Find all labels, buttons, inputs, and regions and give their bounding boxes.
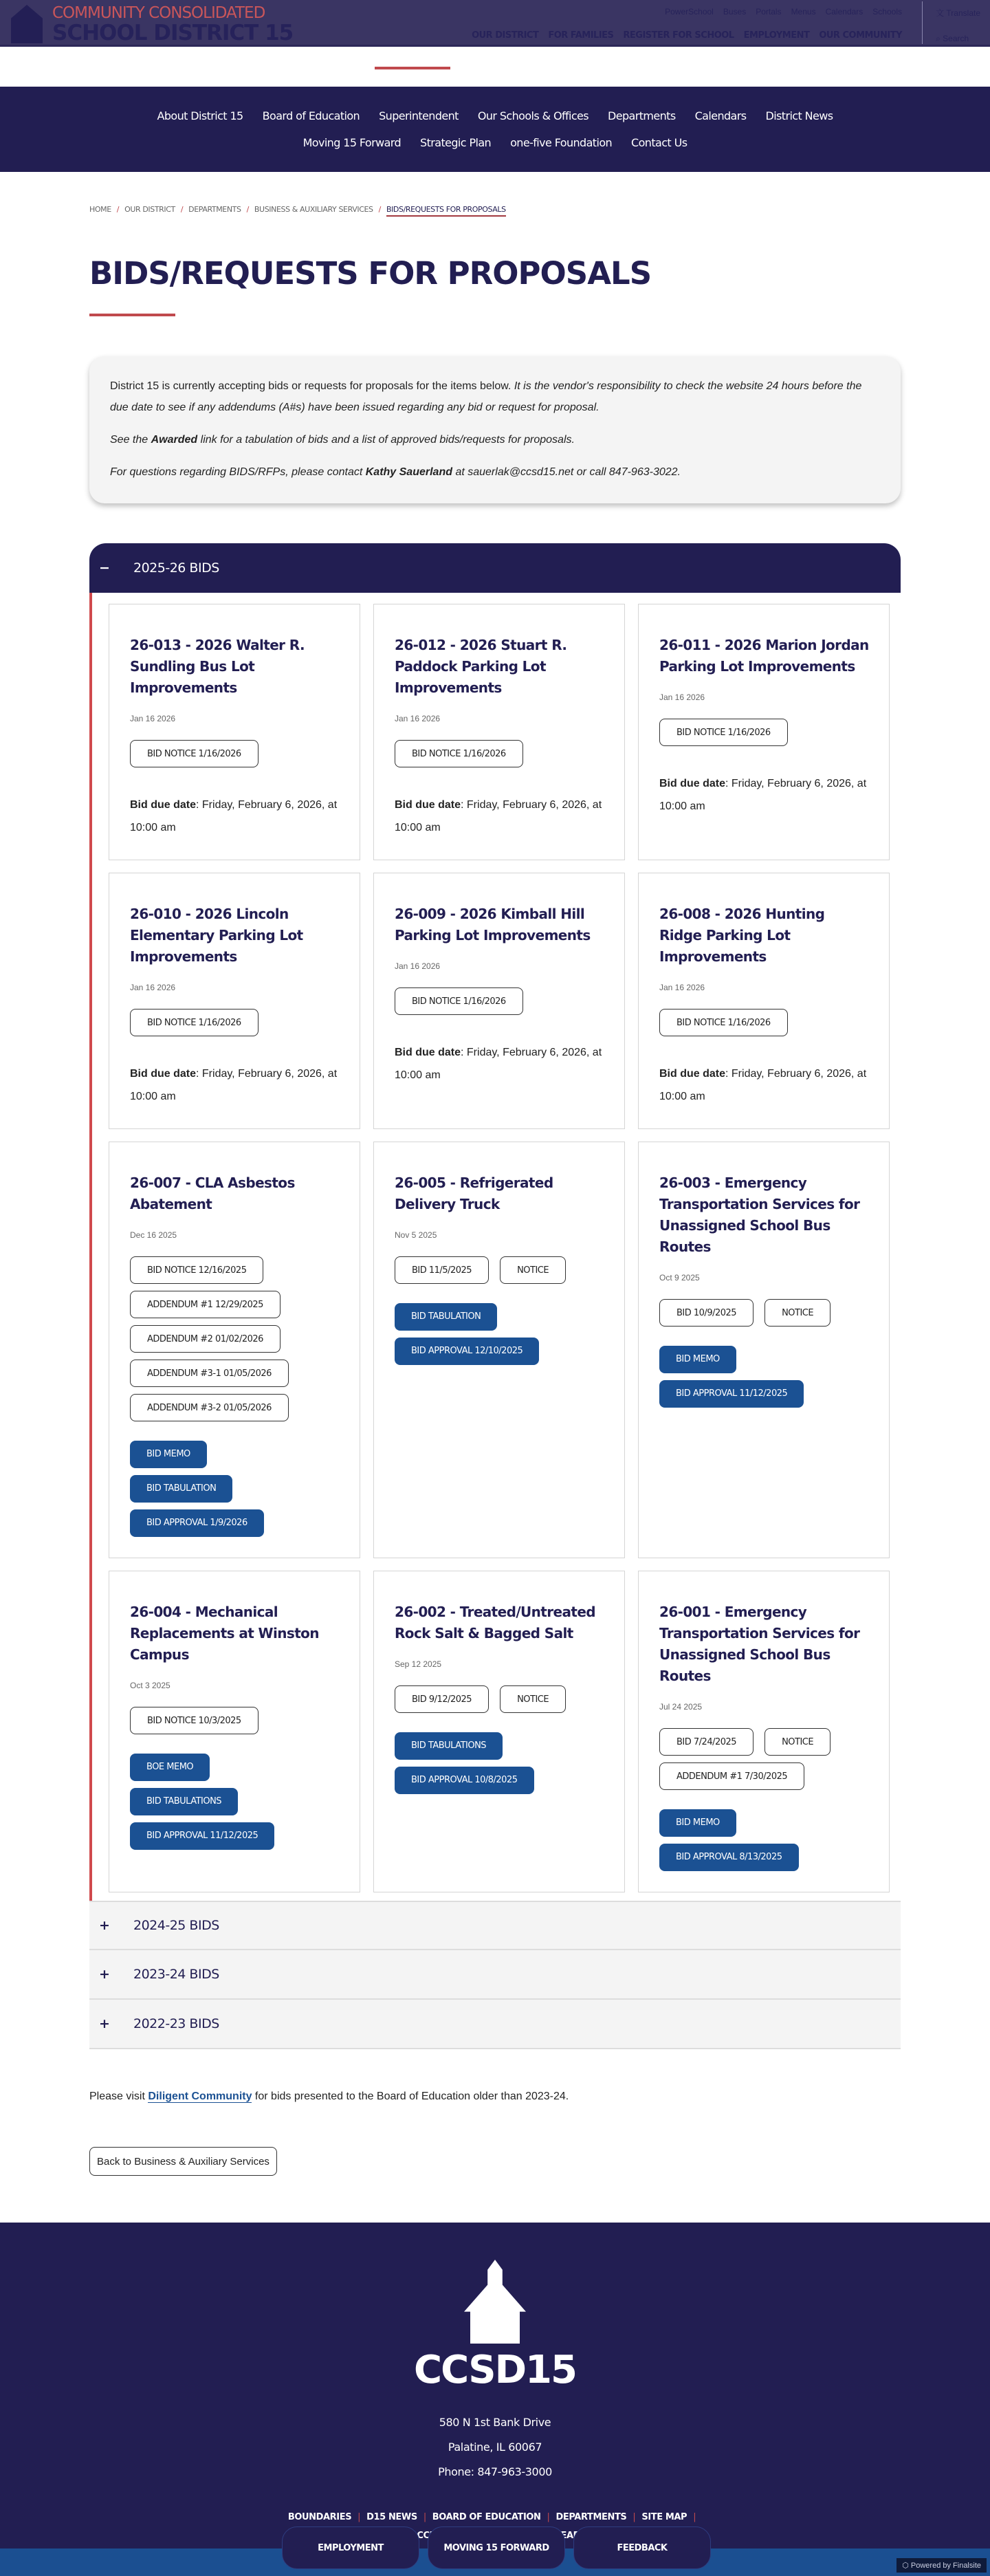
document-link-button-primary[interactable]: BOE MEMO <box>130 1754 210 1781</box>
bid-title: 26-010 - 2026 Lincoln Elementary Parking Lot Improvements <box>130 906 303 965</box>
bid-due-date: Bid due date: Friday, February 6, 2026, at 10:00 am <box>130 1068 338 1102</box>
document-link-button[interactable]: BID NOTICE 1/16/2026 <box>659 719 788 746</box>
document-link-button[interactable]: NOTICE <box>764 1728 830 1756</box>
bid-due-date: Bid due date: Friday, February 6, 2026, at 10:00 am <box>395 799 602 833</box>
expand-icon: + <box>99 2016 110 2031</box>
bid-card <box>109 1571 360 1892</box>
phone: Phone: 847-963-3000 <box>438 2465 552 2478</box>
search-icon: ⌕ <box>936 34 943 43</box>
address-line2: Palatine, IL 60067 <box>448 2441 542 2454</box>
translate-button[interactable] <box>936 7 980 19</box>
nav-our-district[interactable]: OUR DISTRICT <box>472 30 539 41</box>
bid-date: Jan 16 2026 <box>659 692 705 702</box>
info-paragraph-3: For questions regarding BIDS/RFPs, please contact Kathy Sauerland at sauerlak@ccsd15.net or call 847-963-3022. <box>110 466 681 478</box>
util-link-powerschool[interactable]: PowerSchool <box>665 7 714 17</box>
utility-nav <box>665 7 902 17</box>
document-link-button[interactable]: NOTICE <box>500 1256 566 1284</box>
bid-title: 26-004 - Mechanical Replacements at Winston Campus <box>130 1604 319 1663</box>
info-box <box>89 356 901 503</box>
bid-date: Oct 3 2025 <box>130 1681 170 1690</box>
bid-date: Oct 9 2025 <box>659 1273 700 1282</box>
bid-due-date: Bid due date: Friday, February 6, 2026, at 10:00 am <box>659 1068 867 1102</box>
subnav-schools[interactable]: Our Schools & Offices <box>477 109 589 122</box>
bid-card <box>373 604 625 860</box>
accordion-header-2022-23[interactable] <box>89 2000 901 2049</box>
bid-card <box>373 1142 625 1558</box>
footer-link-spirit-wear[interactable]: WEAR <box>551 2531 580 2541</box>
util-link-schools[interactable]: Schools <box>872 7 902 17</box>
breadcrumb-business[interactable]: BUSINESS & AUXILIARY SERVICES <box>254 205 373 214</box>
document-link-button[interactable]: BID 11/5/2025 <box>395 1256 489 1284</box>
title-underline <box>89 314 175 316</box>
document-link-button[interactable]: BID NOTICE 1/16/2026 <box>395 987 523 1015</box>
bid-card <box>373 873 625 1129</box>
bid-card <box>638 1142 890 1558</box>
bid-date: Sep 12 2025 <box>395 1659 442 1669</box>
bid-title: 26-007 - CLA Asbestos Abatement <box>130 1175 295 1212</box>
nav-employment[interactable]: EMPLOYMENT <box>743 30 810 41</box>
bid-card <box>638 604 890 860</box>
logo-line2: SCHOOL DISTRICT 15 <box>52 21 294 45</box>
accordion-title: 2022-23 BIDS <box>133 2016 219 2031</box>
document-link-button[interactable]: BID NOTICE 1/16/2026 <box>395 740 523 767</box>
document-link-button[interactable]: BID NOTICE 1/16/2026 <box>130 1009 258 1036</box>
bid-date: Nov 5 2025 <box>395 1230 437 1240</box>
bid-card <box>373 1571 625 1892</box>
finalsite-icon: ⬡ <box>902 2562 911 2570</box>
document-link-button[interactable]: BID NOTICE 1/16/2026 <box>130 740 258 767</box>
powered-label: Powered by Finalsite <box>910 2562 981 2570</box>
header-divider <box>922 1 923 44</box>
collapse-icon: − <box>99 560 110 576</box>
footer-logo[interactable] <box>0 2223 990 2392</box>
subnav-board[interactable]: Board of Education <box>262 109 360 122</box>
bid-due-date: Bid due date: Friday, February 6, 2026, at 10:00 am <box>130 799 338 833</box>
bid-due-date: Bid due date: Friday, February 6, 2026, at 10:00 am <box>659 778 867 812</box>
document-link-button[interactable]: ADDENDUM #1 12/29/2025 <box>130 1291 280 1318</box>
footer-link-board[interactable]: BOARD OF EDUCATION <box>432 2512 541 2522</box>
subnav-foundation[interactable]: one-five Foundation <box>510 136 613 149</box>
bid-title: 26-013 - 2026 Walter R. Sundling Bus Lot Improvements <box>130 637 305 696</box>
info-paragraph-2: See the Awarded link for a tabulation of bids and a list of approved bids/requests for proposals. <box>110 434 575 446</box>
bid-title: 26-011 - 2026 Marion Jordan Parking Lot Improvements <box>659 637 869 675</box>
accordion-2025-26 <box>89 543 901 1901</box>
subnav-strategic-plan[interactable]: Strategic Plan <box>420 136 492 149</box>
footer-link-sitemap[interactable]: SITE MAP <box>641 2512 688 2522</box>
footer-links: BOUNDARIES | D15 NEWS | BOARD OF EDUCATION | DEPARTMENTS | SITE MAP | WEAR <box>287 2512 696 2541</box>
district-logo[interactable] <box>11 4 293 44</box>
footer-link-news[interactable]: D15 NEWS <box>366 2512 417 2522</box>
schoolhouse-tree-icon <box>464 2260 526 2344</box>
bid-title: 26-009 - 2026 Kimball Hill Parking Lot Improvements <box>395 906 591 943</box>
document-link-button-primary[interactable]: BID APPROVAL 8/13/2025 <box>659 1844 799 1871</box>
document-link-button-primary[interactable]: BID APPROVAL 10/8/2025 <box>395 1767 534 1794</box>
document-link-button-primary[interactable]: BID APPROVAL 12/10/2025 <box>395 1338 539 1365</box>
bid-date: Jan 16 2026 <box>130 714 176 723</box>
bid-title: 26-003 - Emergency Transportation Services for Unassigned School Bus Routes <box>659 1175 860 1255</box>
document-link-button-primary[interactable]: BID MEMO <box>659 1809 736 1837</box>
expand-icon: + <box>99 1967 110 1982</box>
accordion-closed-list <box>89 1901 901 2049</box>
util-link-buses[interactable]: Buses <box>723 7 747 17</box>
document-link-button[interactable]: ADDENDUM #3-1 01/05/2026 <box>130 1360 289 1387</box>
site-footer <box>0 2223 990 2576</box>
section-nav <box>0 87 990 172</box>
nav-for-families[interactable]: FOR FAMILIES <box>548 30 614 41</box>
util-link-calendars[interactable]: Calendars <box>825 7 864 17</box>
footer-link-departments[interactable]: DEPARTMENTS <box>556 2512 627 2522</box>
older-bids-note: Please visit Diligent Community for bids presented to the Board of Education older than 2023-24. <box>89 2091 569 2102</box>
accordion-header-2024-25[interactable] <box>89 1901 901 1950</box>
bid-title: 26-008 - 2026 Hunting Ridge Parking Lot Improvements <box>659 906 825 965</box>
accordion-header-2025-26[interactable] <box>89 543 901 593</box>
footer-link-boundaries[interactable]: BOUNDARIES <box>287 2512 352 2522</box>
document-link-button[interactable]: BID NOTICE 12/16/2025 <box>130 1256 263 1284</box>
document-link-button-primary[interactable]: BID APPROVAL 11/12/2025 <box>659 1380 804 1408</box>
subnav-calendars[interactable]: Calendars <box>694 109 747 122</box>
accordion-header-2023-24[interactable] <box>89 1950 901 2000</box>
nav-our-community[interactable]: OUR COMMUNITY <box>819 30 902 41</box>
main-content <box>89 205 901 2176</box>
bid-card <box>109 1142 360 1558</box>
document-link-button-primary[interactable]: BID APPROVAL 1/9/2026 <box>130 1509 264 1537</box>
document-link-button[interactable]: NOTICE <box>500 1685 566 1713</box>
breadcrumb: HOME / OUR DISTRICT / DEPARTMENTS / BUSINESS & AUXILIARY SERVICES / BIDS/REQUESTS FOR PROPOSALS <box>89 205 901 217</box>
translate-icon: 文 <box>936 8 947 18</box>
bid-title: 26-005 - Refrigerated Delivery Truck <box>395 1175 553 1212</box>
bid-card <box>638 873 890 1129</box>
site-header <box>0 0 990 47</box>
footer-address <box>0 2410 990 2485</box>
nav-register[interactable]: REGISTER FOR SCHOOL <box>623 30 734 41</box>
bid-date: Jan 16 2026 <box>395 714 441 723</box>
back-button[interactable]: Back to Business & Auxiliary Services <box>89 2147 277 2176</box>
document-link-button[interactable]: BID 10/9/2025 <box>659 1299 754 1327</box>
breadcrumb-our-district[interactable]: OUR DISTRICT <box>124 205 175 214</box>
subnav-superintendent[interactable]: Superintendent <box>379 109 459 122</box>
document-link-button[interactable]: NOTICE <box>764 1299 830 1327</box>
footer-employment-button[interactable]: EMPLOYMENT <box>282 2526 419 2569</box>
footer-feedback-button[interactable]: FEEDBACK <box>573 2526 711 2569</box>
bid-card <box>109 604 360 860</box>
bid-card <box>109 873 360 1129</box>
active-nav-indicator <box>375 67 450 69</box>
document-link-button-primary[interactable]: BID TABULATIONS <box>395 1732 503 1760</box>
schoolhouse-logo-icon <box>11 5 43 43</box>
document-link-button[interactable]: ADDENDUM #2 01/02/2026 <box>130 1325 280 1353</box>
accordion-title: 2025-26 BIDS <box>133 560 219 576</box>
bid-date: Jan 16 2026 <box>130 983 176 992</box>
bid-title: 26-001 - Emergency Transportation Services for Unassigned School Bus Routes <box>659 1604 860 1684</box>
bid-cards-grid <box>89 593 901 1901</box>
subnav-moving-forward[interactable]: Moving 15 Forward <box>302 136 402 149</box>
logo-line1: COMMUNITY CONSOLIDATED <box>52 4 265 22</box>
subnav-contact[interactable]: Contact Us <box>631 136 688 149</box>
document-link-button[interactable]: BID 7/24/2025 <box>659 1728 754 1756</box>
bid-date: Jan 16 2026 <box>659 983 705 992</box>
footer-moving-forward-button[interactable]: MOVING 15 FORWARD <box>428 2526 565 2569</box>
powered-by-finalsite[interactable] <box>896 2558 987 2573</box>
main-nav <box>472 30 902 41</box>
document-link-button-primary[interactable]: BID TABULATION <box>395 1303 497 1331</box>
bid-date: Jan 16 2026 <box>395 961 441 971</box>
util-link-portals[interactable]: Portals <box>756 7 782 17</box>
subnav-about[interactable]: About District 15 <box>157 109 243 122</box>
subnav-news[interactable]: District News <box>765 109 833 122</box>
subnav-departments[interactable]: Departments <box>608 109 676 122</box>
document-link-button[interactable]: BID NOTICE 1/16/2026 <box>659 1009 788 1036</box>
accordion-title: 2024-25 BIDS <box>133 1918 219 1933</box>
breadcrumb-departments[interactable]: DEPARTMENTS <box>188 205 241 214</box>
bid-date: Jul 24 2025 <box>659 1702 703 1712</box>
document-link-button-primary[interactable]: BID TABULATIONS <box>130 1788 238 1815</box>
document-link-button[interactable]: ADDENDUM #3-2 01/05/2026 <box>130 1394 289 1421</box>
accordion-title: 2023-24 BIDS <box>133 1967 219 1982</box>
footer-brand: CCSD15 <box>414 2348 576 2392</box>
bid-card <box>638 1571 890 1892</box>
document-link-button-primary[interactable]: BID MEMO <box>130 1441 207 1468</box>
bid-title: 26-002 - Treated/Untreated Rock Salt & Bagged Salt <box>395 1604 596 1641</box>
document-link-button[interactable]: BID 9/12/2025 <box>395 1685 489 1713</box>
document-link-button-primary[interactable]: BID APPROVAL 11/12/2025 <box>130 1822 274 1850</box>
page-title: BIDS/REQUESTS FOR PROPOSALS <box>89 255 652 292</box>
document-link-button[interactable]: BID NOTICE 10/3/2025 <box>130 1707 258 1734</box>
document-link-button-primary[interactable]: BID MEMO <box>659 1346 736 1373</box>
breadcrumb-current[interactable]: BIDS/REQUESTS FOR PROPOSALS <box>386 205 506 217</box>
translate-label: Translate <box>946 8 980 18</box>
bid-title: 26-012 - 2026 Stuart R. Paddock Parking Lot Improvements <box>395 637 567 696</box>
info-paragraph-1: District 15 is currently accepting bids or requests for proposals for the items below. It is the vendor's responsibility to check the website 24 hours before the due date to see if any addendums (A#s) have been issued regarding any bid or request for proposal. <box>110 380 862 413</box>
address-line1: 580 N 1st Bank Drive <box>439 2416 551 2429</box>
bid-date: Dec 16 2025 <box>130 1230 177 1240</box>
diligent-community-link[interactable]: Diligent Community <box>148 2091 252 2102</box>
document-link-button[interactable]: ADDENDUM #1 7/30/2025 <box>659 1762 804 1790</box>
bid-due-date: Bid due date: Friday, February 6, 2026, at 10:00 am <box>395 1047 602 1081</box>
search-label: Search <box>943 34 969 43</box>
util-link-menus[interactable]: Menus <box>791 7 816 17</box>
breadcrumb-home[interactable]: HOME <box>89 205 111 214</box>
document-link-button-primary[interactable]: BID TABULATION <box>130 1475 232 1503</box>
search-button[interactable] <box>936 34 980 44</box>
expand-icon: + <box>99 1918 110 1933</box>
